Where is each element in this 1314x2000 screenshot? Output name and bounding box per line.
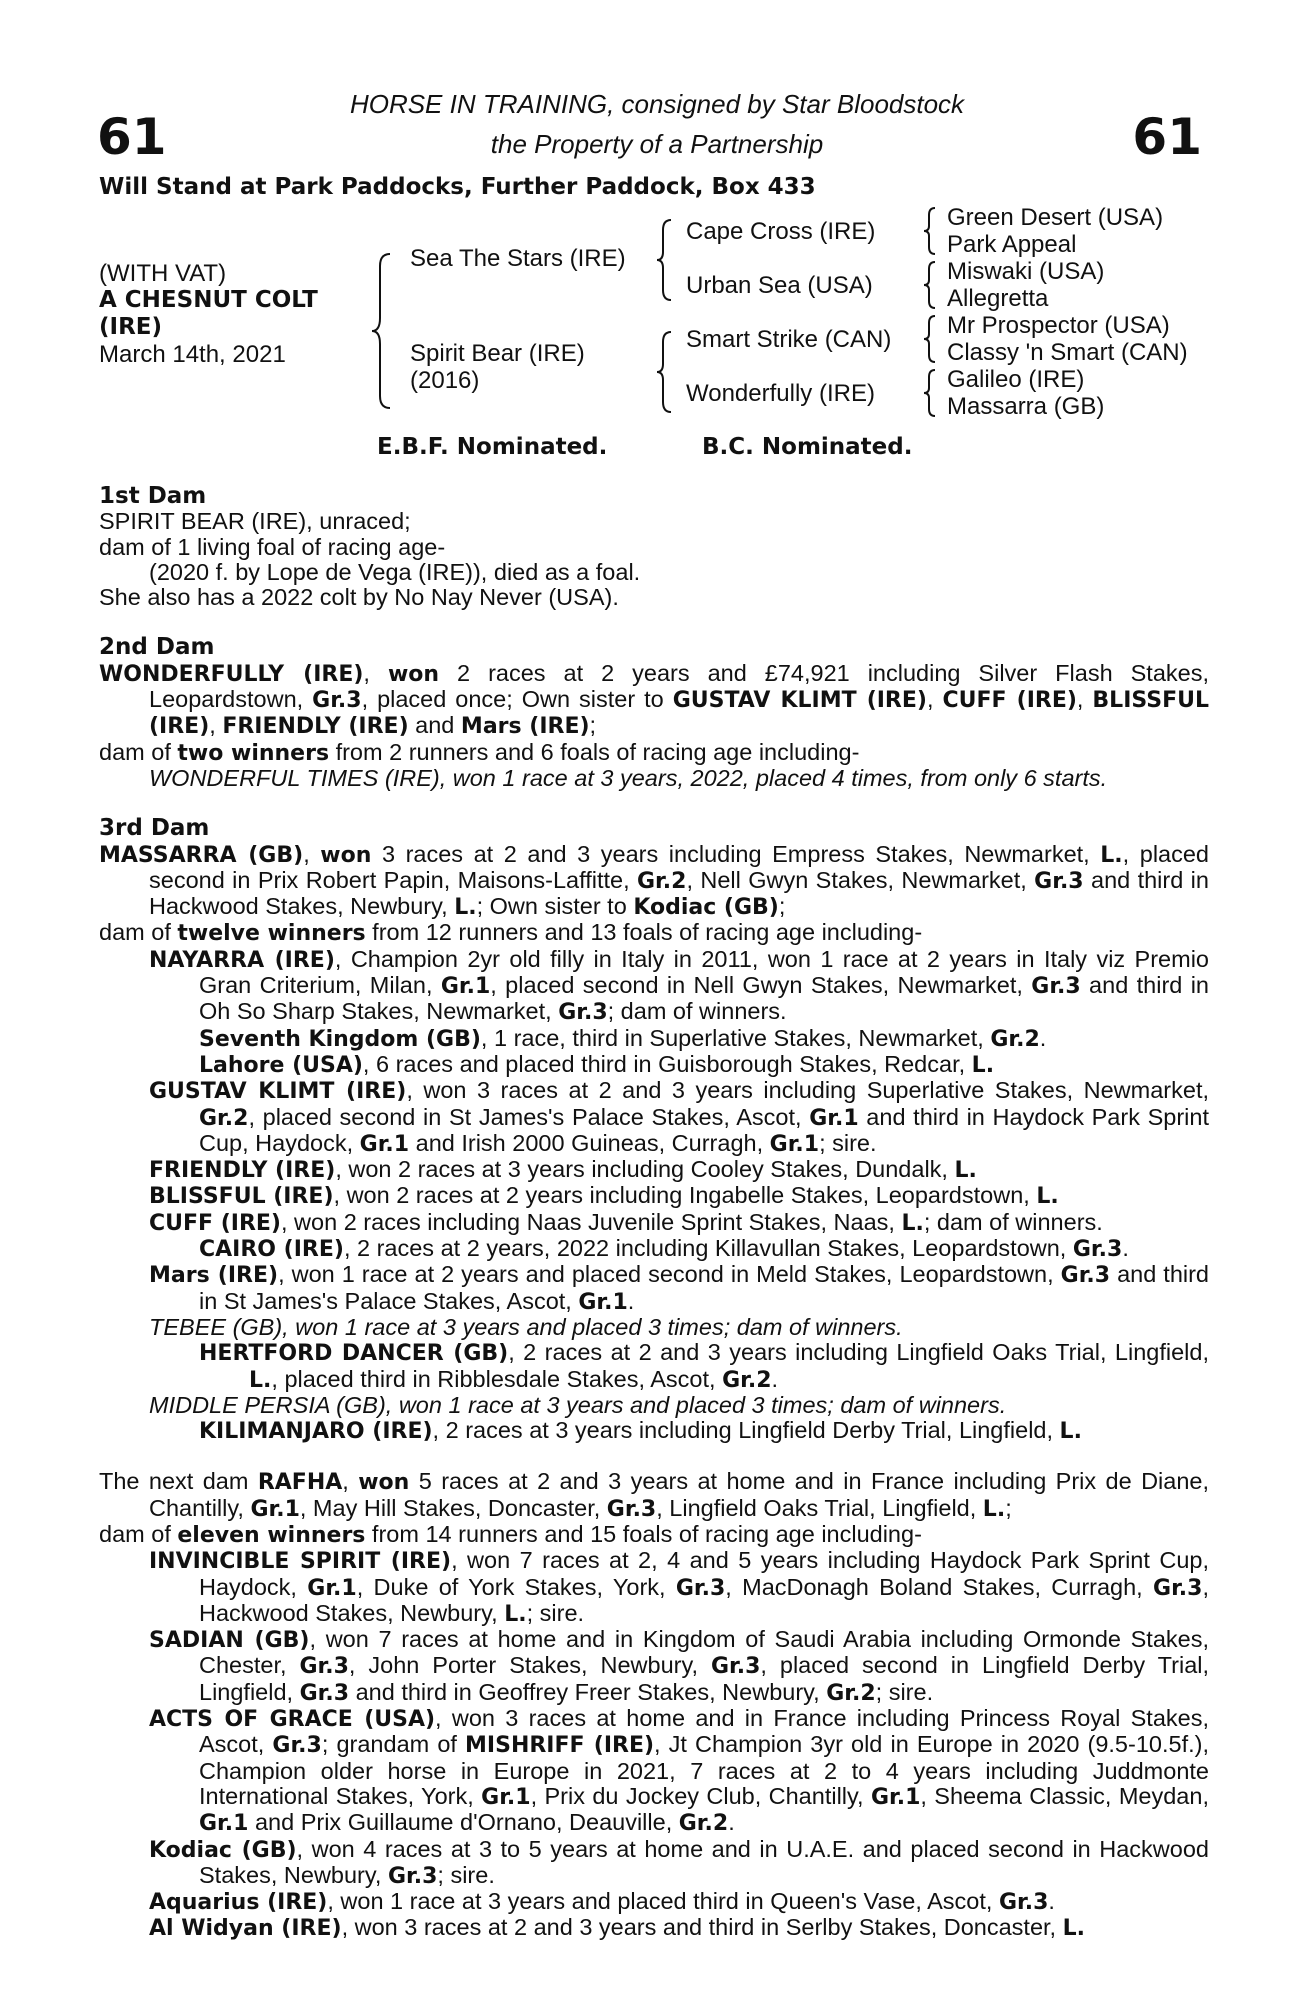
text: ; grandam of <box>321 1731 466 1758</box>
produce-entry <box>99 1157 1209 1183</box>
horse-name: Mars (IRE) <box>460 714 590 740</box>
produce-entry: WONDERFUL TIMES (IRE), won 1 race at 3 years, 2022, placed 4 times, from only 6 starts. <box>149 764 1108 791</box>
grade: Gr.1 <box>769 1131 820 1157</box>
grade: Gr.1 <box>481 1784 531 1810</box>
second-dam-record <box>99 661 1209 740</box>
ggp-4: Allegretta <box>947 285 1049 312</box>
pedigree-brace-g3-1 <box>922 206 938 256</box>
grade: Gr.1 <box>359 1131 410 1157</box>
horse-name: CAIRO (IRE) <box>199 1237 344 1263</box>
produce-entry <box>99 1706 1209 1836</box>
text: , <box>363 659 388 686</box>
produce-entry: TEBEE (GB), won 1 race at 3 years and placed 3 times; dam of winners. <box>149 1313 903 1340</box>
text: and third in Oh So Sharp Stakes, Newmarket, <box>199 972 1209 1025</box>
text: ; Own sister to <box>476 893 634 920</box>
text: dam of <box>99 1520 178 1547</box>
grade: L. <box>901 1210 924 1236</box>
grade: Gr.3 <box>1060 1263 1111 1289</box>
text: , placed second in Lingfield Derby Trial, Lingfield, <box>199 1652 1210 1705</box>
text: and Irish 2000 Guineas, Curragh, <box>409 1129 770 1156</box>
text: , Champion 2yr old filly in Italy in 2011, won 1 race at 2 years in Italy viz Premio Gran Criterium, Milan, <box>199 945 1209 999</box>
grade: L. <box>454 895 477 921</box>
text: , Prix du Jockey Club, Chantilly, <box>530 1782 871 1809</box>
ggp-3: Miswaki (USA) <box>947 258 1105 285</box>
grade: Gr.3 <box>299 1680 350 1706</box>
produce-entry <box>99 1340 1209 1393</box>
text: from 14 runners and 15 foals of racing age including- <box>365 1520 922 1547</box>
lot-description-1: A CHESNUT COLT <box>99 287 318 313</box>
dam-name: Spirit Bear (IRE) <box>410 340 585 367</box>
grade: Gr.3 <box>558 1000 608 1026</box>
consignment-line-2: the Property of a Partnership <box>490 129 824 159</box>
won-label: won <box>358 1470 410 1496</box>
text: , won 2 races at 2 years including Ingabelle Stakes, Leopardstown, <box>333 1182 1037 1209</box>
text: 2 races at 2 years and £74,921 including Silver Flash Stakes, Leopardstown, <box>149 659 1209 713</box>
text: , placed second in Nell Gwyn Stakes, Newmarket, <box>490 972 1032 999</box>
text: , <box>926 686 943 713</box>
first-dam-line: dam of 1 living foal of racing age- <box>99 533 446 560</box>
grade: Gr.1 <box>870 1784 921 1810</box>
produce-entry <box>99 1183 1209 1209</box>
ggp-2: Park Appeal <box>947 231 1077 258</box>
grade: L. <box>504 1601 527 1627</box>
grade: Gr.3 <box>1072 1237 1123 1263</box>
first-dam-section <box>99 484 1209 610</box>
second-dam-section <box>99 635 1209 791</box>
grade: L. <box>1059 1419 1082 1445</box>
text: , 1 race, third in Superlative Stakes, Newmarket, <box>480 1024 991 1051</box>
produce-entry <box>99 1889 1209 1915</box>
pedigree-brace-sire <box>655 218 675 302</box>
next-dam-section <box>99 1469 1209 1941</box>
text: , John Porter Stakes, Newbury, <box>348 1652 711 1679</box>
grade: Gr.3 <box>312 688 362 714</box>
text: and Prix Guillaume d'Ornano, Deauville, <box>248 1809 679 1836</box>
text: and third in Geoffrey Freer Stakes, Newbury, <box>349 1678 827 1705</box>
grade: Gr.2 <box>990 1026 1040 1052</box>
grade: Gr.1 <box>199 1811 249 1837</box>
text: , 2 races at 3 years including Lingfield Derby Trial, Lingfield, <box>432 1417 1060 1444</box>
first-dam-heading: 1st Dam <box>99 483 207 509</box>
grade: Gr.3 <box>299 1654 349 1680</box>
text: , <box>342 1468 359 1495</box>
produce-entry <box>99 1418 1209 1444</box>
text: dam of <box>99 738 178 765</box>
first-dam-line: SPIRIT BEAR (IRE), unraced; <box>99 508 411 535</box>
horse-name: BLISSFUL (IRE) <box>149 688 1209 740</box>
grade: Gr.3 <box>1031 974 1081 1000</box>
produce-entry <box>99 1837 1209 1890</box>
text: , <box>303 840 321 867</box>
horse-name: NAYARRA (IRE) <box>149 947 335 973</box>
sire-sire: Cape Cross (IRE) <box>686 218 876 245</box>
grade: L. <box>982 1496 1006 1522</box>
text: ; <box>589 712 597 739</box>
grade: Gr.3 <box>998 1890 1049 1916</box>
ggp-1: Green Desert (USA) <box>947 204 1164 231</box>
grade: L. <box>954 1158 977 1184</box>
horse-name: Aquarius (IRE) <box>149 1890 328 1916</box>
produce-entry <box>99 947 1209 1026</box>
pedigree-brace-g3-3 <box>922 314 938 364</box>
grade: Gr.1 <box>578 1289 628 1315</box>
produce-entry <box>99 1627 1209 1706</box>
horse-name: Kodiac (GB) <box>633 895 779 921</box>
text: , 6 races and placed third in Guisborough Stakes, Redcar, <box>362 1050 972 1077</box>
pedigree-brace-dam <box>655 330 675 414</box>
next-dam-produce <box>99 1522 1209 1548</box>
won-label: won <box>320 842 372 868</box>
next-dam-record <box>99 1469 1209 1522</box>
lot-number-left: 61 <box>97 108 167 166</box>
produce-entry <box>99 1026 1209 1052</box>
horse-name: Seventh Kingdom (GB) <box>199 1026 481 1052</box>
text: , won 7 races at home and in Kingdom of Saudi Arabia including Ormonde Stakes, Chester, <box>199 1626 1210 1679</box>
first-dam-line: She also has a 2022 colt by No Nay Never (USA). <box>99 584 619 611</box>
text: . <box>771 1365 779 1392</box>
third-dam-produce <box>99 920 1209 946</box>
text: from 12 runners and 13 foals of racing age including- <box>365 919 923 946</box>
text: 3 races at 2 and 3 years including Empress Stakes, Newmarket, <box>371 840 1101 867</box>
horse-name: INVINCIBLE SPIRIT (IRE) <box>149 1549 452 1575</box>
text: dam of <box>99 919 178 946</box>
text: , Jt Champion 3yr old in Europe in 2020 (9.5-10.5f.), Champion older horse in Europe in 2021, 7 races at 2 to 4 years including Juddmonte International Stakes, York, <box>199 1731 1209 1809</box>
text: , won 1 race at 3 years and placed third in Queen's Vase, Ascot, <box>327 1888 999 1915</box>
text: . <box>1039 1024 1047 1051</box>
third-dam-section <box>99 816 1209 1444</box>
text: , <box>1076 686 1093 713</box>
ggp-5: Mr Prospector (USA) <box>947 312 1170 339</box>
text: ; sire. <box>526 1599 585 1626</box>
dam-dam: Wonderfully (IRE) <box>686 380 875 407</box>
horse-name: Mars (IRE) <box>149 1263 279 1289</box>
horse-name: MISHRIFF (IRE) <box>465 1733 655 1759</box>
text: . <box>1122 1235 1129 1262</box>
text: and third in Hackwood Stakes, Newbury, <box>149 866 1209 920</box>
lot-description-2: (IRE) <box>99 314 163 340</box>
grade: Gr.1 <box>809 1105 859 1131</box>
produce-entry <box>99 1262 1209 1315</box>
grade: Gr.3 <box>1034 868 1084 894</box>
grade: L. <box>249 1367 272 1393</box>
text: , placed second in St James's Palace Stakes, Ascot, <box>248 1103 810 1130</box>
text: , Hackwood Stakes, Newbury, <box>199 1573 1209 1626</box>
ebf-nomination: E.B.F. Nominated. <box>377 434 608 460</box>
text: . <box>627 1287 635 1314</box>
foaling-date: March 14th, 2021 <box>99 341 286 368</box>
horse-name: RAFHA <box>257 1470 343 1496</box>
consignment-line-1: HORSE IN TRAINING, consigned by Star Bloodstock <box>349 89 965 119</box>
grade: Gr.2 <box>637 868 687 894</box>
text: , 2 races at 2 years, 2022 including Killavullan Stakes, Leopardstown, <box>343 1235 1073 1262</box>
text: and third in Haydock Park Sprint Cup, Haydock, <box>199 1103 1210 1156</box>
horse-name: KILIMANJARO (IRE) <box>199 1419 433 1445</box>
grade: L. <box>1062 1916 1086 1942</box>
text: ; dam of winners. <box>923 1208 1103 1235</box>
produce-entry <box>99 1236 1209 1262</box>
text: ; sire. <box>875 1678 934 1705</box>
grade: Gr.3 <box>606 1496 657 1522</box>
horse-name: SADIAN (GB) <box>149 1628 310 1654</box>
horse-name: Lahore (USA) <box>199 1052 363 1078</box>
winners-count: two winners <box>177 740 330 766</box>
grade: Gr.1 <box>250 1496 300 1522</box>
text: , Lingfield Oaks Trial, Lingfield, <box>656 1494 983 1521</box>
text: ; <box>778 893 786 920</box>
grade: Gr.3 <box>710 1654 761 1680</box>
grade: Gr.2 <box>199 1105 249 1131</box>
text: , Nell Gwyn Stakes, Newmarket, <box>686 866 1035 893</box>
horse-name: GUSTAV KLIMT (IRE) <box>149 1079 407 1105</box>
text: . <box>1048 1888 1055 1915</box>
text: , May Hill Stakes, Doncaster, <box>299 1494 607 1521</box>
vat-note: (WITH VAT) <box>99 260 227 287</box>
ggp-7: Galileo (IRE) <box>947 366 1085 393</box>
pedigree-brace-main <box>370 252 394 410</box>
ggp-8: Massarra (GB) <box>947 393 1105 420</box>
horse-name: CUFF (IRE) <box>942 688 1077 714</box>
text: , won 2 races at 3 years including Cooley Stakes, Dundalk, <box>335 1156 955 1183</box>
text: , placed second in Prix Robert Papin, Maisons-Laffitte, <box>149 840 1209 893</box>
text: , placed once; Own sister to <box>361 686 673 713</box>
third-dam-record <box>99 842 1209 921</box>
third-dam-heading: 3rd Dam <box>99 815 210 842</box>
second-dam-produce <box>99 740 1209 766</box>
text: , placed third in Ribblesdale Stakes, Ascot, <box>271 1365 723 1392</box>
pedigree-brace-g3-4 <box>922 368 938 418</box>
won-label: won <box>387 661 440 687</box>
grade: Gr.2 <box>678 1811 729 1837</box>
text: . <box>728 1809 735 1836</box>
horse-name: Al Widyan (IRE) <box>149 1916 342 1942</box>
text: , won 3 races at home and in France including Princess Royal Stakes, Ascot, <box>199 1705 1209 1758</box>
text: ; sire. <box>437 1861 495 1888</box>
stand-location: Will Stand at Park Paddocks, Further Paddock, Box 433 <box>99 174 816 200</box>
produce-entry <box>99 1210 1209 1236</box>
bc-nomination: B.C. Nominated. <box>702 434 913 460</box>
text: , won 3 races at 2 and 3 years and third in Serlby Stakes, Doncaster, <box>341 1914 1063 1941</box>
lot-number-right: 61 <box>1132 108 1202 166</box>
text: 5 races at 2 and 3 years at home and in France including Prix de Diane, Chantilly, <box>149 1468 1210 1521</box>
grade: L. <box>1036 1184 1059 1210</box>
text: ; dam of winners. <box>607 998 787 1025</box>
produce-entry: MIDDLE PERSIA (GB), won 1 race at 3 years and placed 3 times; dam of winners. <box>149 1391 1007 1418</box>
winners-count: eleven winners <box>177 1522 366 1548</box>
produce-entry <box>99 1548 1209 1627</box>
winners-count: twelve winners <box>177 921 366 947</box>
text: , MacDonagh Boland Stakes, Curragh, <box>725 1573 1154 1600</box>
grade: L. <box>971 1052 995 1078</box>
ggp-6: Classy 'n Smart (CAN) <box>947 339 1188 366</box>
horse-name: MASSARRA (GB) <box>99 842 304 868</box>
grade: Gr.3 <box>1153 1575 1203 1601</box>
grade: Gr.3 <box>272 1733 322 1759</box>
first-dam-line: (2020 f. by Lope de Vega (IRE)), died as a foal. <box>149 558 641 585</box>
horse-name: GUSTAV KLIMT (IRE) <box>672 688 927 714</box>
text: from 2 runners and 6 foals of racing age including- <box>329 738 860 765</box>
sire-dam: Urban Sea (USA) <box>686 272 873 299</box>
horse-name: BLISSFUL (IRE) <box>149 1184 334 1210</box>
horse-name: Kodiac (GB) <box>149 1837 297 1863</box>
text: The next dam <box>99 1468 258 1495</box>
pedigree-brace-g3-2 <box>922 260 938 310</box>
horse-name: FRIENDLY (IRE) <box>149 1158 336 1184</box>
grade: Gr.2 <box>826 1680 876 1706</box>
text: , won 3 races at 2 and 3 years including Superlative Stakes, Newmarket, <box>406 1077 1209 1104</box>
grade: Gr.3 <box>675 1575 726 1601</box>
second-dam-heading: 2nd Dam <box>99 634 215 661</box>
horse-name: CUFF (IRE) <box>149 1210 281 1236</box>
text: and <box>408 712 461 739</box>
text: , won 1 race at 2 years and placed second in Meld Stakes, Leopardstown, <box>278 1261 1061 1288</box>
grade: Gr.1 <box>440 974 491 1000</box>
text: , <box>209 712 223 739</box>
grade: Gr.1 <box>307 1575 357 1601</box>
horse-name: WONDERFULLY (IRE) <box>99 661 364 687</box>
grade: L. <box>1100 842 1123 868</box>
produce-entry <box>99 1052 1209 1078</box>
text: , 2 races at 2 and 3 years including Lingfield Oaks Trial, Lingfield, <box>508 1339 1210 1366</box>
text: and third in St James's Palace Stakes, Ascot, <box>199 1261 1210 1314</box>
grade: Gr.2 <box>722 1367 772 1393</box>
produce-entry <box>99 1078 1209 1157</box>
text: , won 2 races including Naas Juvenile Sprint Stakes, Naas, <box>281 1208 902 1235</box>
text: , won 7 races at 2, 4 and 5 years including Haydock Park Sprint Cup, Haydock, <box>199 1547 1209 1600</box>
dam-year: (2016) <box>410 367 480 394</box>
produce-entry <box>99 1915 1209 1941</box>
grade: Gr.3 <box>387 1863 438 1889</box>
text: ; <box>1005 1494 1012 1521</box>
dam-sire: Smart Strike (CAN) <box>686 326 892 353</box>
text: , Sheema Classic, Meydan, <box>920 1782 1209 1809</box>
text: ; sire. <box>819 1129 877 1156</box>
horse-name: ACTS OF GRACE (USA) <box>149 1707 436 1733</box>
horse-name: FRIENDLY (IRE) <box>222 714 409 740</box>
horse-name: HERTFORD DANCER (GB) <box>199 1341 509 1367</box>
text: , won 4 races at 3 to 5 years at home and in U.A.E. and placed second in Hackwood Stakes, Newbury, <box>199 1835 1209 1888</box>
catalogue-body <box>99 484 1209 1942</box>
consignment-header <box>0 84 1314 164</box>
text: , Duke of York Stakes, York, <box>356 1573 676 1600</box>
sire-name: Sea The Stars (IRE) <box>410 245 626 272</box>
